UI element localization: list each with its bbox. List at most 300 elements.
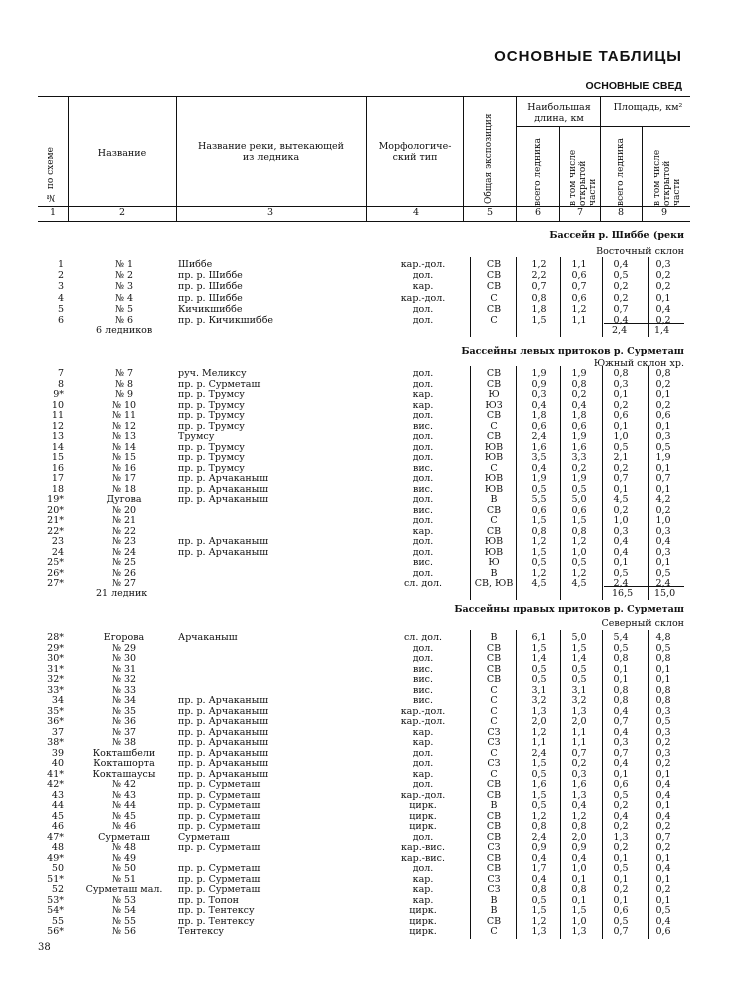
cell-length-open: 1,2 [571,567,587,579]
table-row [38,410,690,421]
table-row [38,685,690,696]
cell-length-open: 1,2 [571,536,587,547]
cell-length-total: 1,5 [531,642,547,654]
cell-name: Егорова [103,632,145,643]
cell-morph-type: кар. [412,884,434,895]
cell-length-open: 1,0 [571,915,587,927]
cell-name: № 14 [111,441,137,453]
col-number: 8 [617,207,625,218]
table-row [38,895,690,906]
table-row [38,727,690,738]
page-number: 38 [38,942,51,953]
cell-river: пр. р. Арчаканыш [178,716,269,727]
cell-exposure: СВ [486,831,502,843]
cell-length-total: 1,5 [531,315,547,326]
cell-area-open: 0,3 [655,525,671,537]
cell-area-total: 0,4 [613,810,629,822]
cell-length-open: 5,0 [571,494,587,505]
cell-river: пр. р. Арчаканыш [178,747,269,759]
cell-river: Сурметаш [178,831,230,843]
cell-scheme-no: 36* [47,716,64,727]
cell-length-total: 0,9 [531,378,547,390]
cell-morph-type: вис. [412,674,434,685]
table-row [38,695,690,706]
cell-length-open: 0,2 [571,758,587,769]
cell-morph-type: кар.-дол. [400,705,446,717]
cell-area-total: 2,1 [613,452,629,463]
cell-area-open: 0,2 [655,270,671,282]
cell-scheme-no: 56* [47,926,64,937]
cell-name: № 17 [111,473,137,484]
cell-scheme-no: 45 [51,810,64,822]
cell-scheme-no: 28* [47,632,64,643]
cell-morph-type: дол. [412,494,434,505]
cell-exposure: СВ [486,642,502,654]
cell-area-total: 1,0 [613,515,629,526]
cell-morph-type: дол. [412,410,434,421]
cell-area-open: 0,2 [655,842,671,853]
cell-length-open: 1,0 [571,863,587,874]
section-total-row [38,588,690,602]
col-header-river: Название реки, вытекающей из ледника [198,141,344,163]
cell-morph-type: кар. [412,737,434,748]
cell-river: Арчаканыш [178,632,238,643]
cell-morph-type: цирк. [409,800,437,811]
cell-exposure: С [490,768,498,780]
cell-morph-type: дол. [412,315,434,326]
cell-name: № 20 [111,504,137,516]
header-bottom-rule [38,221,690,222]
cell-scheme-no: 54* [47,905,64,916]
cell-exposure: СВ [486,525,502,537]
cell-morph-type: цирк. [409,915,437,927]
cell-name: № 26 [111,567,137,579]
cell-river: пр. р. Сурметаш [178,779,261,790]
cell-area-total: 0,7 [613,716,629,727]
cell-morph-type: кар. [412,281,434,293]
cell-name: Дугова [106,494,142,505]
table-row [38,832,690,843]
cell-exposure: СВ [486,378,502,390]
cell-scheme-no: 13 [51,431,64,442]
table-row [38,270,690,281]
cell-morph-type: кар. [412,726,434,738]
cell-area-open: 0,4 [655,810,671,822]
cell-length-total: 0,6 [531,420,547,432]
cell-river: пр. р. Тентексу [178,915,255,927]
cell-area-total: 0,5 [613,441,629,453]
cell-morph-type: вис. [412,663,434,675]
section-subtitle: Северный склон [601,618,684,629]
cell-exposure: ЮЗ [485,399,503,411]
cell-length-open: 0,7 [571,281,587,293]
cell-area-open: 0,1 [655,462,671,474]
cell-exposure: СЗ [487,884,501,895]
cell-morph-type: кар. [412,894,434,906]
cell-name: № 10 [111,399,137,411]
cell-morph-type: кар.-дол. [400,259,446,270]
cell-length-total: 2,2 [531,270,547,282]
table-row [38,821,690,832]
cell-name: № 12 [111,420,137,432]
cell-length-open: 1,3 [571,926,587,937]
cell-area-open: 0,4 [655,779,671,790]
cell-area-open: 0,3 [655,546,671,558]
cell-area-total: 0,4 [613,705,629,717]
cell-area-open: 0,1 [655,389,671,400]
cell-name: № 56 [111,926,137,937]
cell-area-total: 0,1 [613,557,629,568]
cell-length-total: 0,4 [531,852,547,864]
cell-scheme-no: 7 [57,368,64,379]
cell-length-total: 1,6 [531,441,547,453]
cell-exposure: ЮВ [484,441,504,453]
cell-exposure: ЮВ [484,483,504,495]
cell-length-open: 0,8 [571,884,587,895]
cell-area-open: 0,1 [655,894,671,906]
cell-area-open: 0,3 [655,259,671,270]
cell-length-total: 0,4 [531,462,547,474]
cell-area-open: 0,7 [655,473,671,484]
cell-area-total: 0,1 [613,894,629,906]
cell-exposure: СВ [486,663,502,675]
cell-length-total: 0,5 [531,800,547,811]
cell-area-open: 0,1 [655,800,671,811]
cell-area-open: 0,2 [655,281,671,293]
cell-area-total: 0,4 [613,315,629,326]
cell-area-total: 0,4 [613,726,629,738]
cell-name: № 15 [111,452,137,463]
col-number: 2 [118,207,126,218]
cell-length-total: 1,2 [531,259,547,270]
cell-area-open: 0,1 [655,674,671,685]
table-row [38,484,690,495]
table-row [38,653,690,664]
cell-length-open: 0,6 [571,420,587,432]
cell-exposure: С [490,420,498,432]
cell-name: № 2 [114,270,134,282]
cell-length-open: 0,5 [571,557,587,568]
cell-length-open: 1,5 [571,642,587,654]
cell-area-total: 0,2 [613,462,629,474]
cell-area-total: 1,3 [613,831,629,843]
cell-exposure: С [490,315,498,326]
cell-length-open: 0,2 [571,389,587,400]
cell-area-total: 4,5 [613,494,629,505]
cell-name: № 37 [111,726,137,738]
cell-area-total: 0,1 [613,389,629,400]
table-row [38,379,690,390]
cell-name: № 38 [111,737,137,748]
cell-length-total: 1,5 [531,546,547,558]
table-header [38,96,690,221]
column-separator [602,366,603,600]
cell-scheme-no: 46 [51,821,64,832]
cell-name: № 8 [114,378,134,390]
cell-scheme-no: 55 [51,915,64,927]
cell-morph-type: кар.-дол. [400,716,446,727]
cell-area-open: 0,1 [655,483,671,495]
cell-length-total: 3,2 [531,695,547,706]
cell-length-total: 0,5 [531,768,547,780]
cell-length-open: 0,5 [571,483,587,495]
total-rule [604,586,684,587]
table-row [38,916,690,927]
cell-length-open: 0,4 [571,800,587,811]
cell-name: № 34 [111,695,137,706]
cell-morph-type: кар. [412,389,434,400]
cell-name: № 18 [111,483,137,495]
cell-area-total: 0,1 [613,852,629,864]
table-row [38,557,690,568]
col-number: 6 [534,207,542,218]
table-row [38,716,690,727]
cell-river: пр. р. Арчаканыш [178,726,269,738]
cell-scheme-no: 3 [57,281,64,293]
cell-area-open: 0,1 [655,557,671,568]
cell-morph-type: цирк. [409,821,437,832]
cell-scheme-no: 52 [51,884,64,895]
total-label: 21 ледник [96,588,148,599]
col-header-name: Название [97,148,147,159]
section-title: Бассейны правых притоков р. Сурметаш [454,604,684,615]
cell-name: Кокташбели [92,747,156,759]
table-row [38,547,690,558]
cell-area-total: 0,1 [613,663,629,675]
cell-name: Кокташорта [93,758,155,769]
cell-area-total: 0,4 [613,546,629,558]
cell-length-total: 2,0 [531,716,547,727]
cell-area-total: 0,2 [613,292,629,304]
cell-river: пр. р. Арчаканыш [178,483,269,495]
cell-length-open: 1,5 [571,905,587,916]
cell-river: пр. р. Топон [178,894,240,906]
cell-area-open: 0,5 [655,567,671,579]
cell-area-open: 0,6 [655,410,671,421]
col-header-area-open: в том числе открытой части [652,149,682,206]
column-numbers [38,207,690,221]
cell-morph-type: дол. [412,378,434,390]
cell-morph-type: дол. [412,567,434,579]
cell-name: № 32 [111,674,137,685]
cell-length-open: 1,1 [571,259,587,270]
cell-morph-type: дол. [412,642,434,654]
cell-morph-type: дол. [412,536,434,547]
cell-scheme-no: 20* [47,504,64,516]
cell-river: пр. р. Сурметаш [178,863,261,874]
cell-scheme-no: 33* [47,684,64,696]
cell-scheme-no: 25* [47,557,64,568]
cell-exposure: ЮВ [484,546,504,558]
cell-area-total: 0,2 [613,884,629,895]
cell-scheme-no: 16 [51,462,64,474]
table-row [38,853,690,864]
section-subtitle: Южный склон хр. [593,358,684,369]
cell-area-open: 0,3 [655,705,671,717]
total-area-open: 15,0 [654,588,676,599]
cell-length-total: 0,7 [531,281,547,293]
cell-length-open: 0,4 [571,399,587,411]
cell-area-total: 0,1 [613,873,629,885]
cell-length-total: 0,9 [531,842,547,853]
cell-area-total: 0,8 [613,695,629,706]
cell-river: пр. р. Сурметаш [178,378,261,390]
cell-area-open: 0,1 [655,768,671,780]
cell-scheme-no: 43 [51,789,64,801]
cell-length-open: 0,1 [571,873,587,885]
cell-exposure: С [490,695,498,706]
cell-area-open: 0,4 [655,863,671,874]
table-row [38,515,690,526]
table-row [38,842,690,853]
table-row [38,905,690,916]
cell-exposure: СВ [486,852,502,864]
cell-length-total: 1,4 [531,653,547,664]
cell-area-total: 0,1 [613,483,629,495]
table-row [38,769,690,780]
cell-name: № 5 [114,303,134,315]
cell-exposure: СВ [486,779,502,790]
cell-area-total: 0,1 [613,674,629,685]
column-separator [470,630,471,939]
cell-area-open: 0,8 [655,368,671,379]
cell-morph-type: цирк. [409,905,437,916]
cell-area-total: 0,5 [613,270,629,282]
cell-length-open: 5,0 [571,632,587,643]
cell-area-total: 0,2 [613,281,629,293]
cell-area-open: 0,2 [655,737,671,748]
table-row [38,259,690,270]
cell-area-open: 0,2 [655,399,671,411]
cell-river: пр. р. Трумсу [178,441,245,453]
total-area-open: 1,4 [654,325,670,336]
table-row [38,442,690,453]
cell-river: пр. р. Арчаканыш [178,494,269,505]
cell-area-total: 0,3 [613,737,629,748]
cell-river: пр. р. Шиббе [178,292,243,304]
cell-length-open: 1,6 [571,441,587,453]
cell-scheme-no: 41* [47,768,64,780]
cell-exposure: СВ [486,821,502,832]
cell-length-total: 6,1 [531,632,547,643]
cell-morph-type: цирк. [409,926,437,937]
cell-exposure: СВ [486,915,502,927]
cell-length-total: 1,3 [531,705,547,717]
cell-name: № 48 [111,842,137,853]
cell-area-total: 0,7 [613,473,629,484]
cell-exposure: СЗ [487,737,501,748]
cell-morph-type: дол. [412,368,434,379]
cell-scheme-no: 32* [47,674,64,685]
cell-exposure: СЗ [487,726,501,738]
cell-morph-type: дол. [412,303,434,315]
cell-scheme-no: 4 [57,292,64,304]
cell-area-open: 0,2 [655,504,671,516]
cell-exposure: СЗ [487,873,501,885]
cell-area-open: 0,1 [655,292,671,304]
cell-scheme-no: 1 [57,259,64,270]
cell-name: № 53 [111,894,137,906]
column-separator [648,630,649,939]
cell-river: пр. р. Сурметаш [178,884,261,895]
cell-length-total: 0,4 [531,873,547,885]
cell-name: № 3 [114,281,134,293]
cell-scheme-no: 37 [51,726,64,738]
table-row [38,758,690,769]
cell-exposure: СВ, ЮВ [474,578,514,589]
cell-scheme-no: 39 [51,747,64,759]
cell-area-open: 0,5 [655,716,671,727]
cell-area-total: 0,5 [613,567,629,579]
cell-exposure: СВ [486,789,502,801]
cell-exposure: С [490,462,498,474]
table-row [38,281,690,292]
cell-name: № 25 [111,557,137,568]
cell-scheme-no: 18 [51,483,64,495]
page-title: ОСНОВНЫЕ ТАБЛИЦЫ [494,48,682,65]
cell-exposure: В [490,632,498,643]
cell-area-open: 0,3 [655,747,671,759]
cell-scheme-no: 15 [51,452,64,463]
cell-morph-type: дол. [412,473,434,484]
column-separator [648,366,649,600]
cell-name: № 23 [111,536,137,547]
cell-river: пр. р. Арчаканыш [178,705,269,717]
cell-name: № 46 [111,821,137,832]
cell-name: № 35 [111,705,137,717]
cell-area-total: 0,2 [613,504,629,516]
table-row [38,400,690,411]
cell-area-open: 0,5 [655,441,671,453]
cell-river: пр. р. Арчаканыш [178,546,269,558]
cell-name: № 29 [111,642,137,654]
cell-area-total: 0,5 [613,642,629,654]
total-rule [604,323,684,324]
cell-river: руч. Меликсу [178,368,247,379]
cell-length-total: 0,5 [531,674,547,685]
cell-river: пр. р. Шиббе [178,281,243,293]
cell-length-open: 0,6 [571,270,587,282]
cell-area-total: 0,6 [613,410,629,421]
cell-name: № 27 [111,578,137,589]
cell-name: Сурметаш мал. [85,884,163,895]
cell-exposure: СВ [486,674,502,685]
cell-scheme-no: 23 [51,536,64,547]
cell-scheme-no: 2 [57,270,64,282]
cell-name: № 24 [111,546,137,558]
cell-scheme-no: 47* [47,831,64,843]
cell-length-open: 0,8 [571,821,587,832]
cell-length-open: 0,4 [571,852,587,864]
cell-area-open: 0,4 [655,789,671,801]
cell-exposure: ЮВ [484,473,504,484]
cell-scheme-no: 50 [51,863,64,874]
cell-length-total: 1,6 [531,779,547,790]
cell-river: пр. р. Сурметаш [178,800,261,811]
group-header-area: Площадь, км² [613,102,683,113]
cell-length-open: 0,5 [571,663,587,675]
cell-exposure: С [490,747,498,759]
cell-name: № 36 [111,716,137,727]
cell-river: пр. р. Арчаканыш [178,695,269,706]
cell-name: № 21 [111,515,137,526]
section-total-row [38,325,690,339]
cell-name: № 43 [111,789,137,801]
cell-area-open: 0,1 [655,663,671,675]
cell-area-total: 0,2 [613,800,629,811]
table-row [38,494,690,505]
cell-name: Кокташаусы [92,768,156,780]
